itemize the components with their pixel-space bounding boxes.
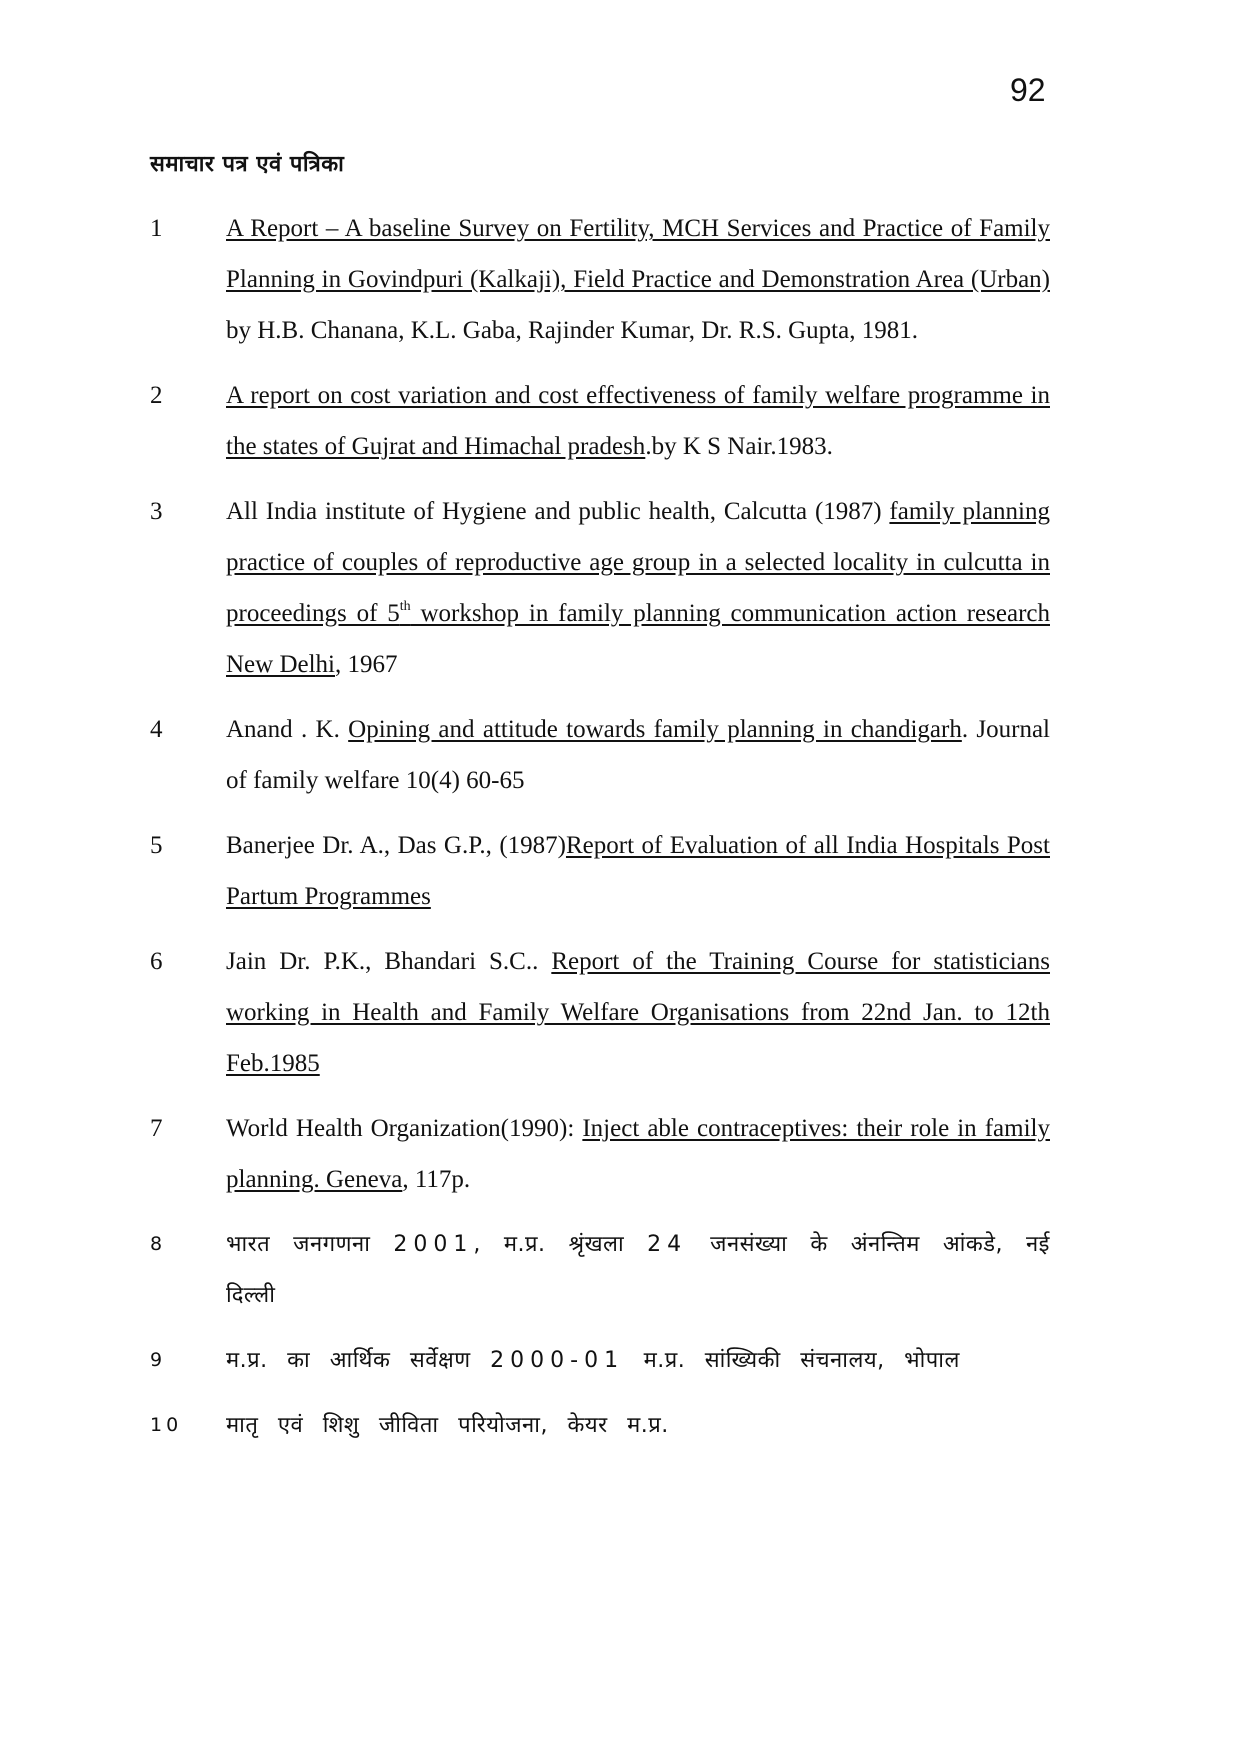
- series-number: 24: [647, 1232, 688, 1257]
- reference-number: 5: [150, 832, 163, 859]
- reference-text: [226, 936, 1050, 1089]
- reference-text-part: म.प्र. का आर्थिक सर्वेक्षण: [226, 1348, 491, 1373]
- reference-text-part: भारत जनगणना: [226, 1232, 394, 1257]
- reference-text: [226, 203, 1050, 356]
- reference-text: [226, 486, 1050, 690]
- reference-details: . Journal of family welfare 10(4) 60-65: [226, 716, 1050, 794]
- reference-text-part: म.प्र. सांख्यिकी संचनालय, भोपाल: [624, 1348, 960, 1373]
- reference-number: 4: [150, 716, 163, 743]
- reference-author: World Health Organization(1990):: [226, 1115, 583, 1142]
- reference-number: 3: [150, 498, 163, 525]
- reference-number: 2: [150, 382, 163, 409]
- reference-text: [226, 1335, 1050, 1386]
- reference-item: [150, 704, 1050, 806]
- reference-item: [150, 203, 1050, 356]
- reference-text: [226, 1219, 1050, 1321]
- reference-text: [226, 704, 1050, 806]
- reference-details: , 117p.: [402, 1166, 471, 1193]
- survey-year: 2000-01: [490, 1348, 625, 1373]
- reference-title: Report of Evaluation of all India Hospitals Post Partum Programmes: [226, 832, 1050, 910]
- reference-number: 7: [150, 1115, 163, 1142]
- reference-text-part: , म.प्र. श्रृंखला: [473, 1232, 648, 1257]
- reference-title: Report of the Training Course for statisticians working in Health and Family Welfare Organisations from 22nd Jan. to 12th Feb.1985: [226, 948, 1050, 1077]
- reference-details: , 1967: [335, 651, 398, 678]
- reference-text: मातृ एवं शिशु जीविता परियोजना, केयर म.प्र.: [226, 1413, 669, 1438]
- reference-item: [150, 1400, 1050, 1451]
- reference-item: [150, 820, 1050, 922]
- ordinal-superscript: th: [399, 599, 411, 614]
- reference-number: 9: [150, 1349, 167, 1371]
- reference-text: [226, 370, 1050, 472]
- reference-details: by H.B. Chanana, K.L. Gaba, Rajinder Kumar, Dr. R.S. Gupta, 1981.: [226, 317, 918, 344]
- reference-author: Anand . K.: [226, 716, 349, 743]
- reference-author: Jain Dr. P.K., Bhandari S.C..: [226, 948, 552, 975]
- reference-item: [150, 1103, 1050, 1205]
- reference-item: [150, 1219, 1050, 1321]
- reference-title: Inject able contraceptives: their role in family planning. Geneva: [226, 1115, 1050, 1193]
- page-number: 92: [1010, 72, 1046, 108]
- reference-number: 6: [150, 948, 163, 975]
- reference-title-part: family planning practice of couples of reproductive age group in a selected locality in culcutta in proceedings of 5: [226, 498, 1050, 627]
- reference-number: 1: [150, 215, 163, 242]
- reference-author: Banerjee Dr. A., Das G.P., (1987): [226, 832, 566, 859]
- reference-text: [226, 1103, 1050, 1205]
- reference-title: Opining and attitude towards family planning in chandigarh: [348, 716, 962, 743]
- census-year: 2001: [393, 1232, 474, 1257]
- reference-text-part: जनसंख्या के अंनन्तिम आंकडे, नई दिल्ली: [226, 1232, 1050, 1308]
- reference-item: [150, 936, 1050, 1089]
- reference-details: .by K S Nair.1983.: [645, 433, 833, 460]
- reference-number: 10: [150, 1414, 183, 1436]
- reference-author: All India institute of Hygiene and public health, Calcutta (1987): [226, 498, 890, 525]
- section-heading: समाचार पत्र एवं पत्रिका: [150, 152, 345, 177]
- reference-list: [150, 203, 1050, 1465]
- reference-number: 8: [150, 1233, 167, 1255]
- reference-title: A report on cost variation and cost effectiveness of family welfare programme in the states of Gujrat and Himachal pradesh: [226, 382, 1050, 460]
- reference-item: [150, 486, 1050, 690]
- reference-item: [150, 1335, 1050, 1386]
- reference-title: A Report – A baseline Survey on Fertility, MCH Services and Practice of Family Planning in Govindpuri (Kalkaji), Field Practice and Demonstration Area (Urban): [226, 215, 1050, 293]
- reference-item: [150, 370, 1050, 472]
- reference-text: [226, 820, 1050, 922]
- reference-title-part: workshop in family planning communication action research New Delhi: [226, 600, 1050, 678]
